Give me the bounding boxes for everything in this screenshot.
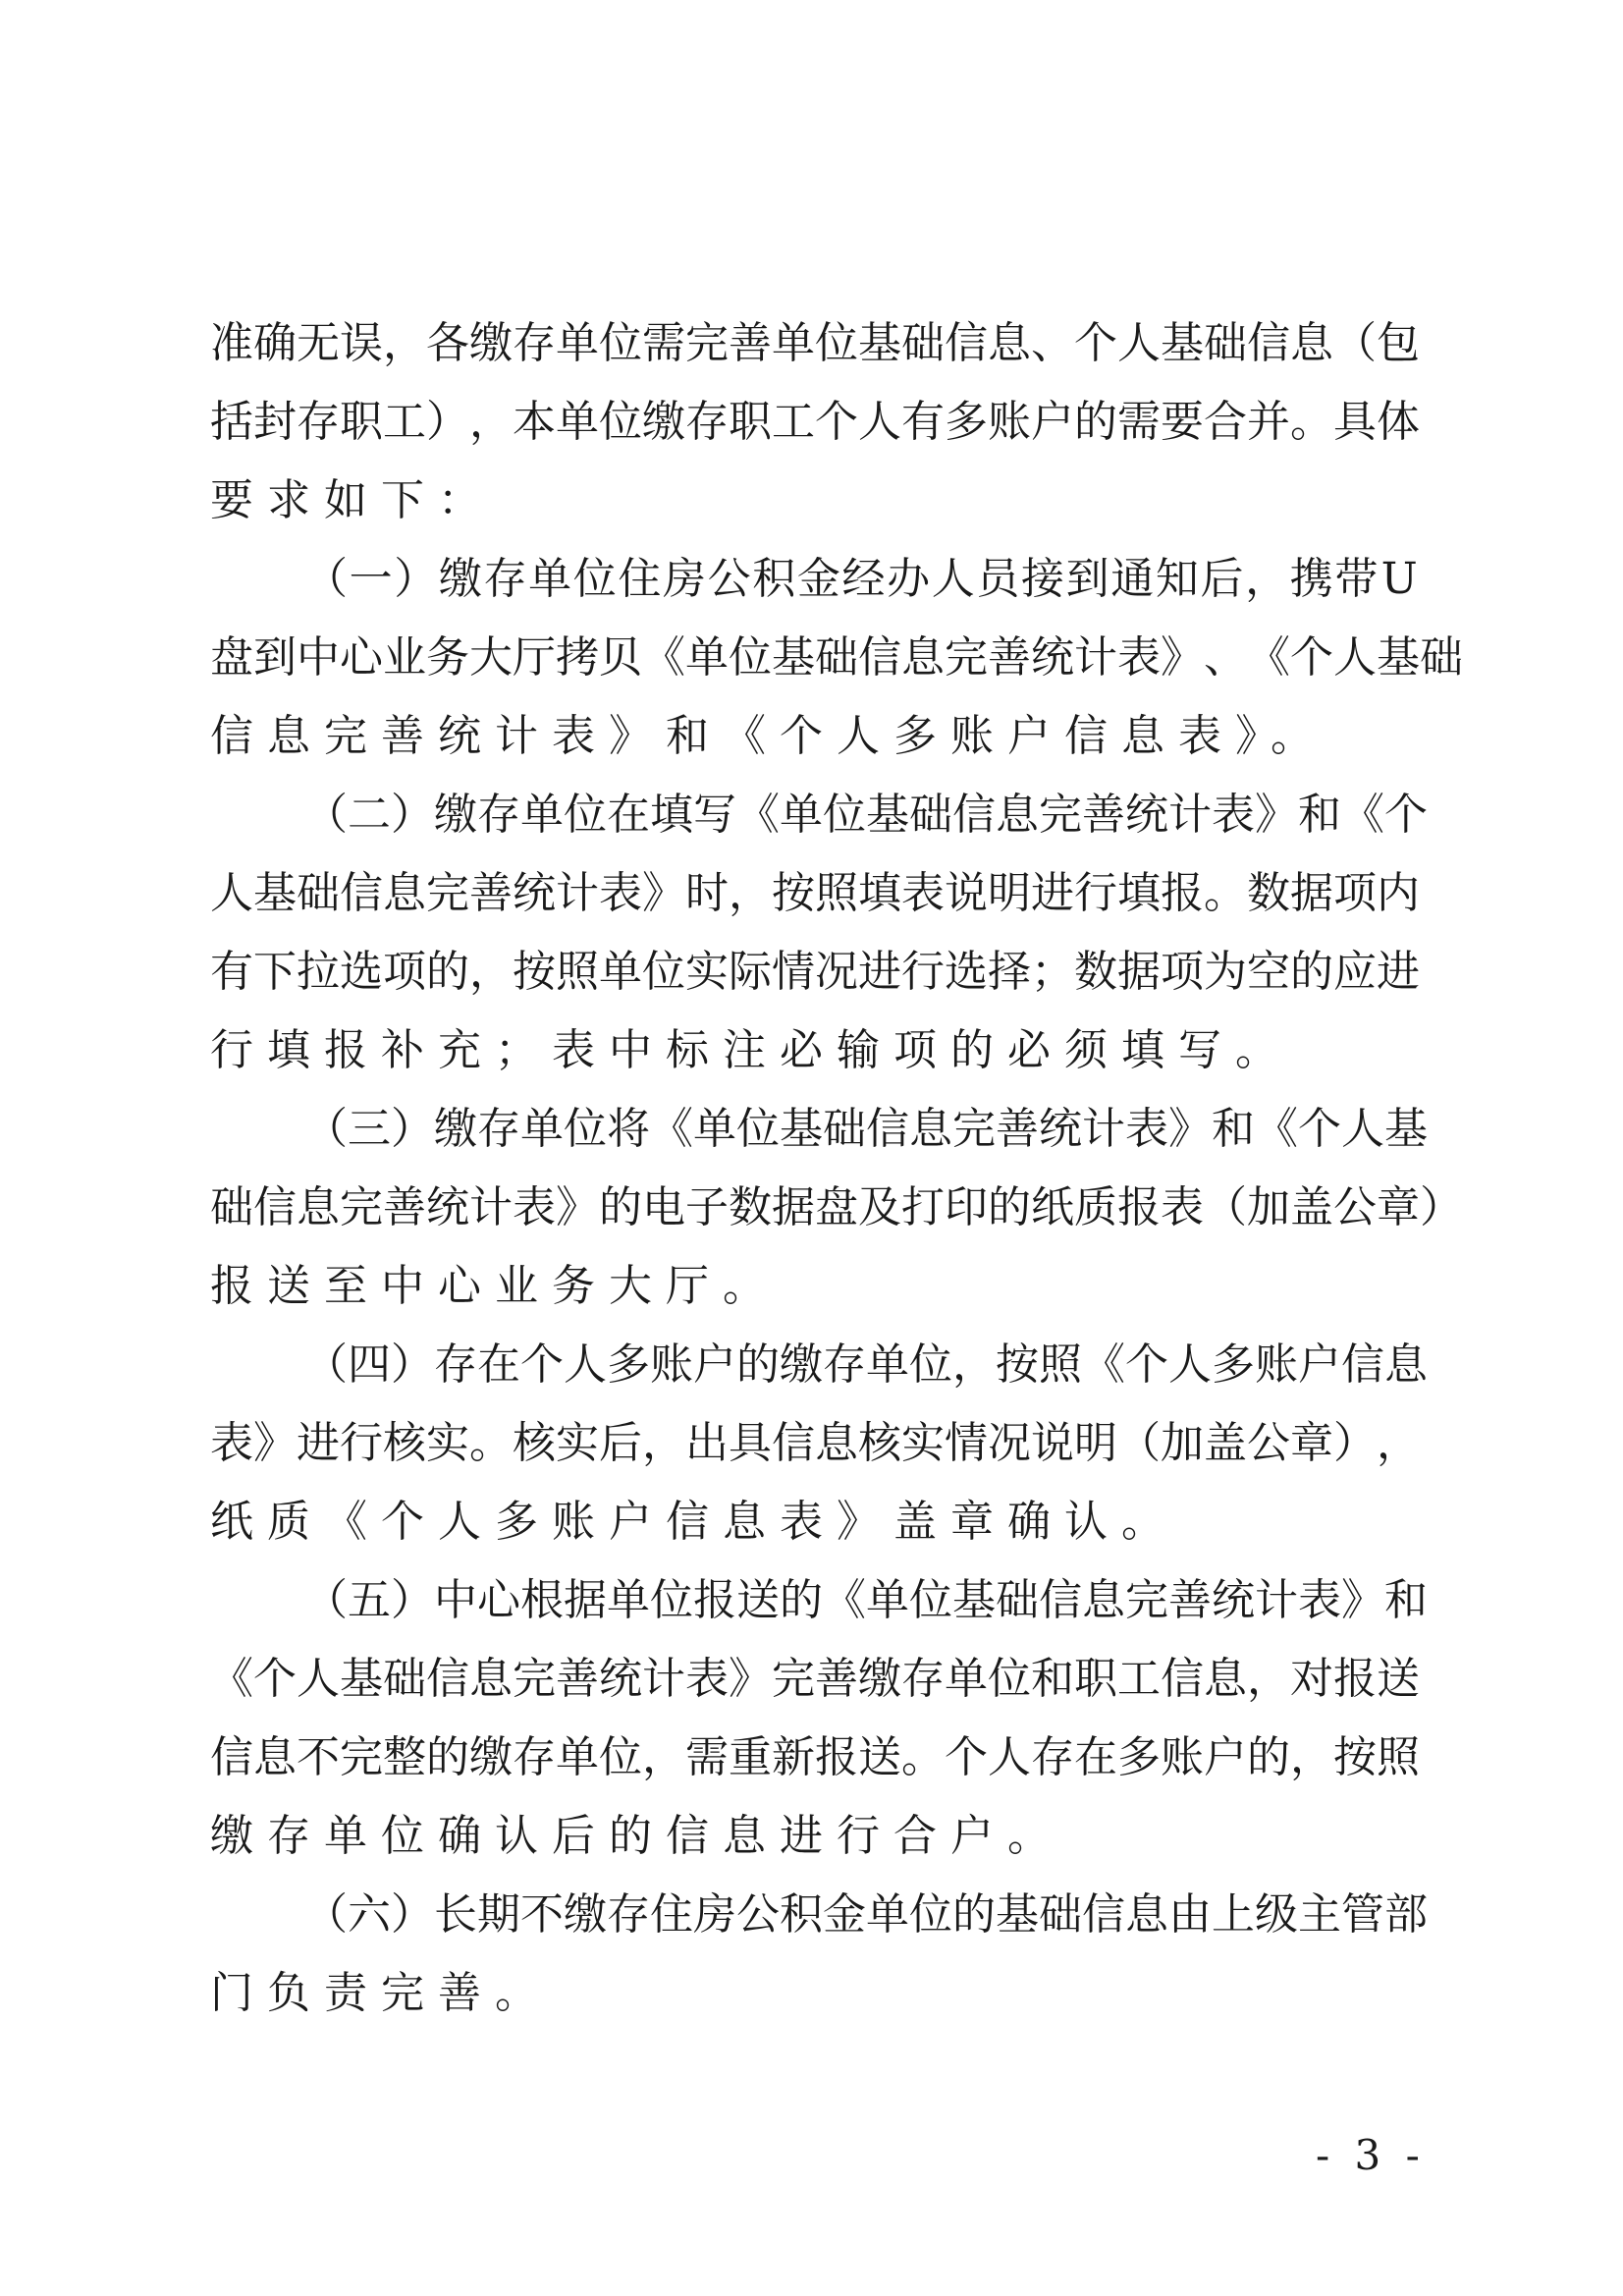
paragraph-3-line: （ 三 ） 缴 存 单 位 将 《 单 位 基 础 信 息 完 善 统 计 表 》 和 《 个 人 基	[304, 1104, 1428, 1154]
paragraph-2-line: （ 二 ） 缴 存 单 位 在 填 写 《 单 位 基 础 信 息 完 善 统 计 表 》 和 《 个	[304, 790, 1428, 840]
text-line: 门负责完善。	[210, 1968, 552, 2018]
paragraph-4-line: （ 四 ） 存 在 个 人 多 账 户 的 缴 存 单 位 ， 按 照 《 个 人 多 账 户 信 息	[304, 1339, 1428, 1390]
paragraph-1-line: （ 一 ） 缴 存 单 位 住 房 公 积 金 经 办 人 员 接 到 通 知 后 ， 携 带 U	[304, 554, 1418, 604]
text-line: 有 下 拉 选 项 的 ， 按 照 单 位 实 际 情 况 进 行 选 择 ； 数 据 项 为 空 的 应 进	[210, 947, 1420, 997]
document-body	[210, 304, 1463, 2033]
paragraph-6-line: （ 六 ） 长 期 不 缴 存 住 房 公 积 金 单 位 的 基 础 信 息 由 上 级 主 管 部	[304, 1889, 1428, 1940]
text-line: 表 》 进 行 核 实 。 核 实 后 ， 出 具 信 息 核 实 情 况 说 明 （ 加 盖 公 章 ） ，	[210, 1418, 1420, 1468]
text-line: 盘 到 中 心 业 务 大 厅 拷 贝 《 单 位 基 础 信 息 完 善 统 计 表 》 、 《 个 人 基 础	[210, 632, 1463, 683]
text-line: 括 封 存 职 工 ） ， 本 单 位 缴 存 职 工 个 人 有 多 账 户 的 需 要 合 并 。 具 体	[210, 397, 1420, 447]
page-number: - 3 -	[1316, 2131, 1426, 2179]
text-line: 要求如下：	[210, 475, 495, 525]
text-line: 纸质《个人多账户信息表》盖章确认。	[210, 1497, 1178, 1547]
text-line: 人 基 础 信 息 完 善 统 计 表 》 时 ， 按 照 填 表 说 明 进 行 填 报 。 数 据 项 内	[210, 868, 1420, 918]
text-line: 行填报补充；表中标注必输项的必须填写。	[210, 1025, 1292, 1075]
text-line: 报送至中心业务大厅。	[210, 1261, 780, 1311]
text-line: 准 确 无 误 ， 各 缴 存 单 位 需 完 善 单 位 基 础 信 息 、 个 人 基 础 信 息 （ 包	[210, 318, 1420, 368]
text-line: 础 信 息 完 善 统 计 表 》 的 电 子 数 据 盘 及 打 印 的 纸 质 报 表 （ 加 盖 公 章 ）	[210, 1182, 1463, 1232]
text-line: 缴存单位确认后的信息进行合户。	[210, 1811, 1064, 1861]
paragraph-5-line: （ 五 ） 中 心 根 据 单 位 报 送 的 《 单 位 基 础 信 息 完 善 统 计 表 》 和	[304, 1575, 1428, 1625]
text-line: 《 个 人 基 础 信 息 完 善 统 计 表 》 完 善 缴 存 单 位 和 职 工 信 息 ， 对 报 送	[210, 1654, 1420, 1704]
text-line: 信息完善统计表》和《个人多账户信息表》。	[210, 711, 1327, 761]
text-line: 信 息 不 完 整 的 缴 存 单 位 ， 需 重 新 报 送 。 个 人 存 在 多 账 户 的 ， 按 照	[210, 1732, 1420, 1782]
